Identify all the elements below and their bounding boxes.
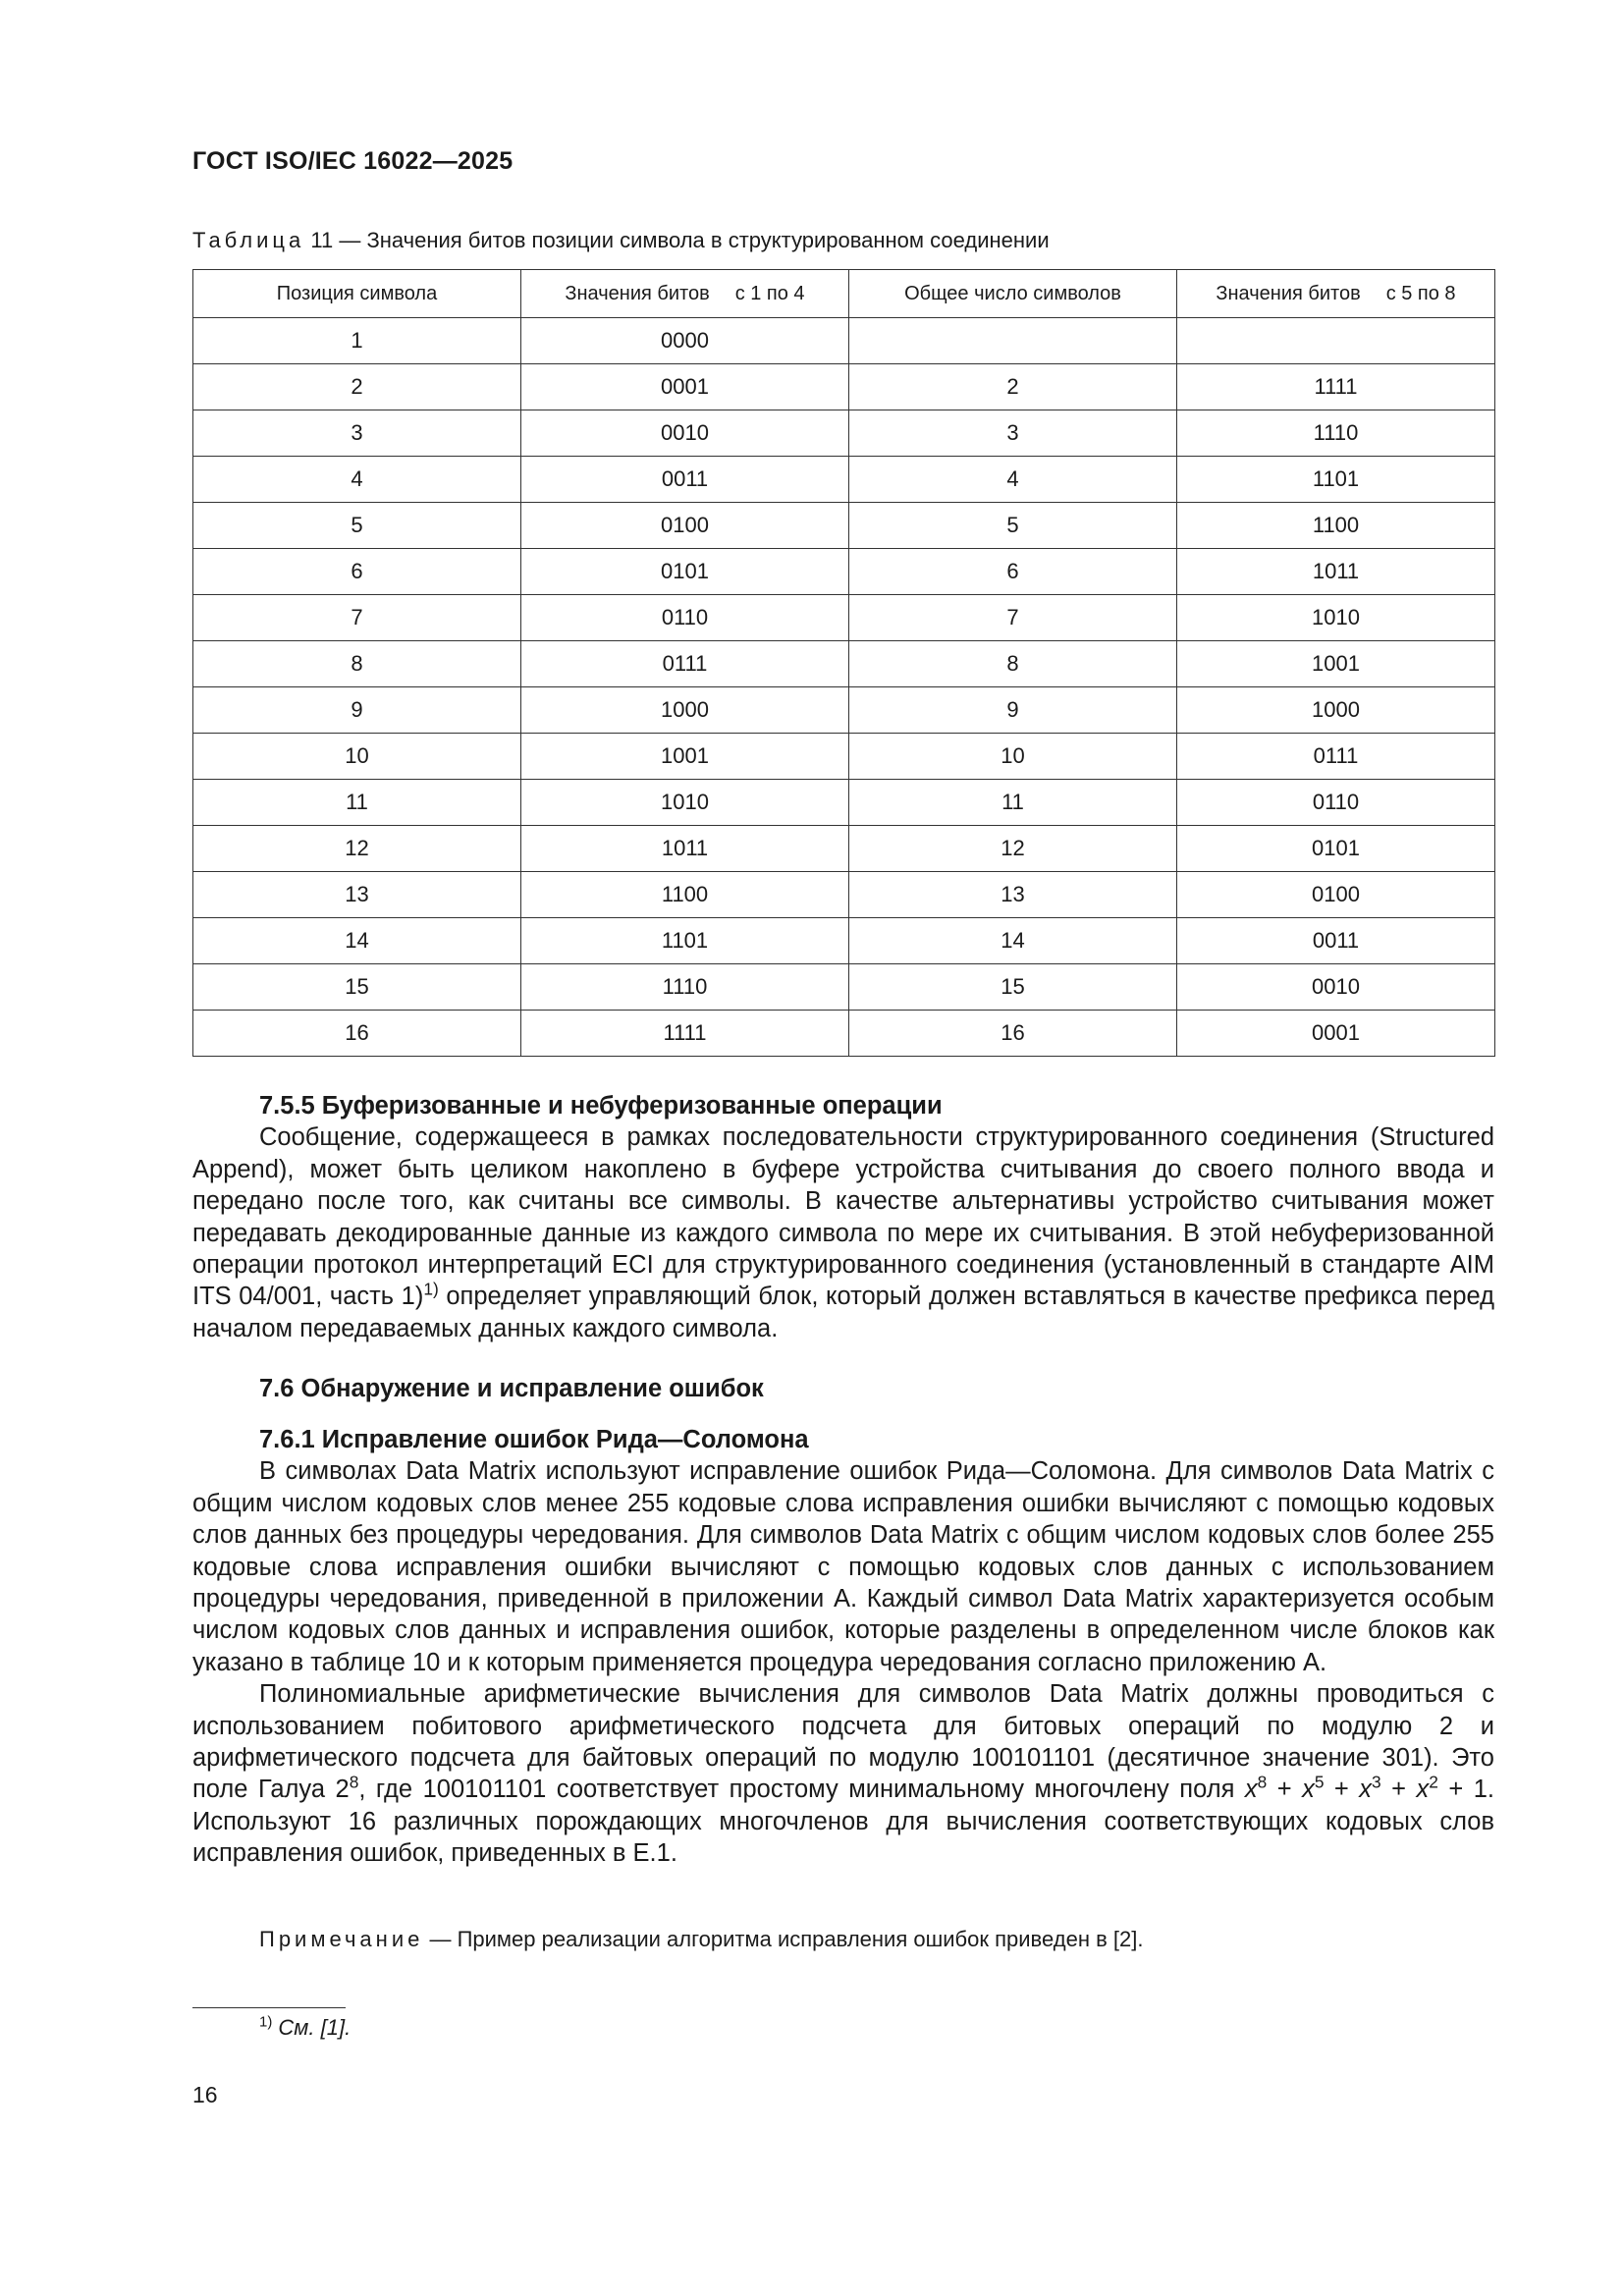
cell-symbol-position: 5	[193, 503, 521, 549]
cell-bits-1-4: 1001	[521, 734, 849, 780]
table-row	[193, 1011, 1495, 1057]
footnote-divider	[192, 2007, 346, 2008]
cell-total-symbols: 10	[849, 734, 1177, 780]
cell-symbol-position: 12	[193, 826, 521, 872]
cell-bits-1-4: 0101	[521, 549, 849, 595]
cell-bits-1-4: 1101	[521, 918, 849, 964]
paragraph-text: Используют 16 различных порождающих многочленов для вычисления соответствующих кодовых слов исправления ошибок, приведенных в Е.1.	[192, 1807, 1494, 1868]
header-bits-5-8-range: с 5 по 8	[1385, 282, 1456, 304]
header-bits-5-8-label: Значения битов	[1216, 282, 1361, 304]
note-label: Примечание	[259, 1927, 424, 1951]
cell-bits-5-8: 0010	[1177, 964, 1495, 1011]
cell-total-symbols: 16	[849, 1011, 1177, 1057]
document-header: ГОСТ ISO/IEC 16022—2025	[192, 147, 514, 175]
section-heading: 7.6 Обнаружение и исправление ошибок	[259, 1375, 764, 1402]
table-row	[193, 826, 1495, 872]
note-text: — Пример реализации алгоритма исправления ошибок приведен в [2].	[423, 1927, 1144, 1951]
section-7-5-5	[192, 1090, 1494, 1344]
cell-symbol-position: 1	[193, 318, 521, 364]
paragraph: В символах Data Matrix используют исправление ошибок Рида—Соломона. Для символов Data Matrix с общим числом кодовых слов менее 255 кодовые слова исправления ошибки вычисляют с помощью кодовых слов данных без процедуры чередования. Для символов Data Matrix с общим числом кодовых слов более 255 кодовые слова исправления ошибки вычисляют с помощью кодовых слов данных с использованием процедуры чередования, приведенной в приложении А. Каждый символ Data Matrix характеризуется особым числом кодовых слов данных и исправления ошибок, которые разделены в определенном числе блоков как указано в таблице 10 и к которым применяется процедура чередования согласно приложению А.	[192, 1457, 1494, 1676]
header-bits-5-8	[1177, 270, 1495, 318]
section-7-6	[192, 1373, 1494, 1404]
cell-bits-5-8: 1100	[1177, 503, 1495, 549]
cell-bits-5-8: 0100	[1177, 872, 1495, 918]
table-row	[193, 872, 1495, 918]
section-7-6-1	[192, 1424, 1494, 1870]
cell-symbol-position: 13	[193, 872, 521, 918]
footnote	[259, 2015, 351, 2041]
cell-bits-1-4: 1110	[521, 964, 849, 1011]
poly-operator: + 1.	[1437, 1776, 1494, 1804]
cell-bits-5-8: 1010	[1177, 595, 1495, 641]
table-row	[193, 318, 1495, 364]
paragraph	[192, 1121, 1494, 1344]
cell-bits-5-8	[1177, 318, 1495, 364]
bit-values-table	[192, 269, 1495, 1057]
paragraph-text: Сообщение, содержащееся в рамках последовательности структурированного соединения (Structured Append), может быть целиком накоплено в буфере устройства считывания до своего полного ввода и передано после того, как считаны все символы. В качестве альтернативы устройство считывания может передавать декодированные данные из каждого символа по мере их считывания. В этой небуферизованной операции протокол интерпретаций ECI для структурированного соединения (установленный в стандарте AIM ITS 04/001, часть 1)	[192, 1123, 1494, 1311]
table-row	[193, 410, 1495, 457]
cell-symbol-position: 16	[193, 1011, 521, 1057]
cell-bits-1-4: 1100	[521, 872, 849, 918]
cell-bits-5-8: 1000	[1177, 687, 1495, 734]
cell-bits-1-4: 1111	[521, 1011, 849, 1057]
cell-bits-5-8: 0101	[1177, 826, 1495, 872]
table-row	[193, 364, 1495, 410]
table-row	[193, 918, 1495, 964]
exponent: 8	[1257, 1772, 1268, 1792]
cell-symbol-position: 6	[193, 549, 521, 595]
table-row	[193, 641, 1495, 687]
cell-symbol-position: 8	[193, 641, 521, 687]
cell-bits-5-8: 1111	[1177, 364, 1495, 410]
cell-total-symbols: 12	[849, 826, 1177, 872]
table-header-row	[193, 270, 1495, 318]
paragraph-text: определяет управляющий блок, который должен вставляться в качестве префикса перед началом передаваемых данных каждого символа.	[192, 1283, 1494, 1342]
header-bits-1-4	[521, 270, 849, 318]
cell-symbol-position: 4	[193, 457, 521, 503]
cell-total-symbols: 3	[849, 410, 1177, 457]
header-total-symbols: Общее число символов	[849, 270, 1177, 318]
poly-variable: x	[1359, 1776, 1373, 1804]
cell-total-symbols: 13	[849, 872, 1177, 918]
poly-variable: x	[1244, 1776, 1258, 1804]
cell-total-symbols: 2	[849, 364, 1177, 410]
exponent: 5	[1314, 1772, 1325, 1792]
paragraph-text: , где 100101101 соответствует простому минимальному многочлену поля	[358, 1776, 1245, 1804]
cell-bits-5-8: 1001	[1177, 641, 1495, 687]
header-symbol-position: Позиция символа	[193, 270, 521, 318]
cell-symbol-position: 15	[193, 964, 521, 1011]
header-bits-1-4-range: с 1 по 4	[734, 282, 805, 304]
paragraph-text: Полиномиальные арифметические вычисления для символов Data Matrix должны проводиться с использованием побитового арифметического подсчета для битовых операций по модулю 2 и арифметического подсчета для байтовых операций по модулю 100101101 (десятичное значение 301). Это поле Галуа 2	[192, 1680, 1494, 1804]
cell-symbol-position: 9	[193, 687, 521, 734]
cell-bits-5-8: 1101	[1177, 457, 1495, 503]
exponent: 2	[1429, 1772, 1438, 1792]
cell-bits-5-8: 1011	[1177, 549, 1495, 595]
poly-variable: x	[1302, 1776, 1315, 1804]
poly-operator: +	[1324, 1776, 1360, 1804]
footnote-text: См. [1].	[278, 2015, 352, 2040]
cell-bits-1-4: 0001	[521, 364, 849, 410]
table-row	[193, 780, 1495, 826]
cell-total-symbols: 5	[849, 503, 1177, 549]
table-row	[193, 503, 1495, 549]
footnote-marker: 1)	[259, 2013, 273, 2031]
cell-bits-1-4: 0110	[521, 595, 849, 641]
table-row	[193, 964, 1495, 1011]
section-heading: 7.6.1 Исправление ошибок Рида—Соломона	[259, 1426, 809, 1453]
cell-bits-5-8: 0110	[1177, 780, 1495, 826]
cell-symbol-position: 14	[193, 918, 521, 964]
poly-operator: +	[1267, 1776, 1303, 1804]
cell-bits-1-4: 0111	[521, 641, 849, 687]
table-row	[193, 687, 1495, 734]
table-row	[193, 734, 1495, 780]
exponent: 8	[349, 1772, 359, 1792]
note	[259, 1927, 1143, 1952]
exponent: 3	[1372, 1772, 1381, 1792]
table-caption-label: Таблица	[192, 228, 305, 252]
cell-bits-1-4: 1000	[521, 687, 849, 734]
cell-bits-1-4: 0100	[521, 503, 849, 549]
cell-symbol-position: 3	[193, 410, 521, 457]
cell-total-symbols: 9	[849, 687, 1177, 734]
cell-symbol-position: 2	[193, 364, 521, 410]
cell-total-symbols: 4	[849, 457, 1177, 503]
table-row	[193, 595, 1495, 641]
cell-bits-1-4: 1010	[521, 780, 849, 826]
cell-total-symbols: 6	[849, 549, 1177, 595]
table-row	[193, 457, 1495, 503]
section-heading: 7.5.5 Буферизованные и небуферизованные операции	[259, 1092, 943, 1120]
cell-bits-1-4: 1011	[521, 826, 849, 872]
polynomial	[1244, 1772, 1494, 1804]
cell-total-symbols: 8	[849, 641, 1177, 687]
cell-bits-1-4: 0011	[521, 457, 849, 503]
page-number: 16	[192, 2082, 218, 2107]
cell-bits-5-8: 1110	[1177, 410, 1495, 457]
poly-variable: x	[1416, 1776, 1430, 1804]
cell-total-symbols: 14	[849, 918, 1177, 964]
table-body	[193, 318, 1495, 1057]
cell-symbol-position: 11	[193, 780, 521, 826]
cell-symbol-position: 7	[193, 595, 521, 641]
cell-bits-1-4: 0010	[521, 410, 849, 457]
table-caption-text: 11 — Значения битов позиции символа в структурированном соединении	[304, 228, 1050, 252]
cell-total-symbols	[849, 318, 1177, 364]
table-row	[193, 549, 1495, 595]
footnote-ref: 1)	[423, 1279, 439, 1299]
table-caption	[192, 228, 1050, 253]
cell-bits-5-8: 0011	[1177, 918, 1495, 964]
cell-total-symbols: 7	[849, 595, 1177, 641]
cell-bits-5-8: 0111	[1177, 734, 1495, 780]
cell-symbol-position: 10	[193, 734, 521, 780]
paragraph	[192, 1678, 1494, 1869]
header-bits-1-4-label: Значения битов	[565, 282, 710, 304]
poly-operator: +	[1380, 1776, 1417, 1804]
cell-bits-5-8: 0001	[1177, 1011, 1495, 1057]
cell-bits-1-4: 0000	[521, 318, 849, 364]
cell-total-symbols: 15	[849, 964, 1177, 1011]
cell-total-symbols: 11	[849, 780, 1177, 826]
